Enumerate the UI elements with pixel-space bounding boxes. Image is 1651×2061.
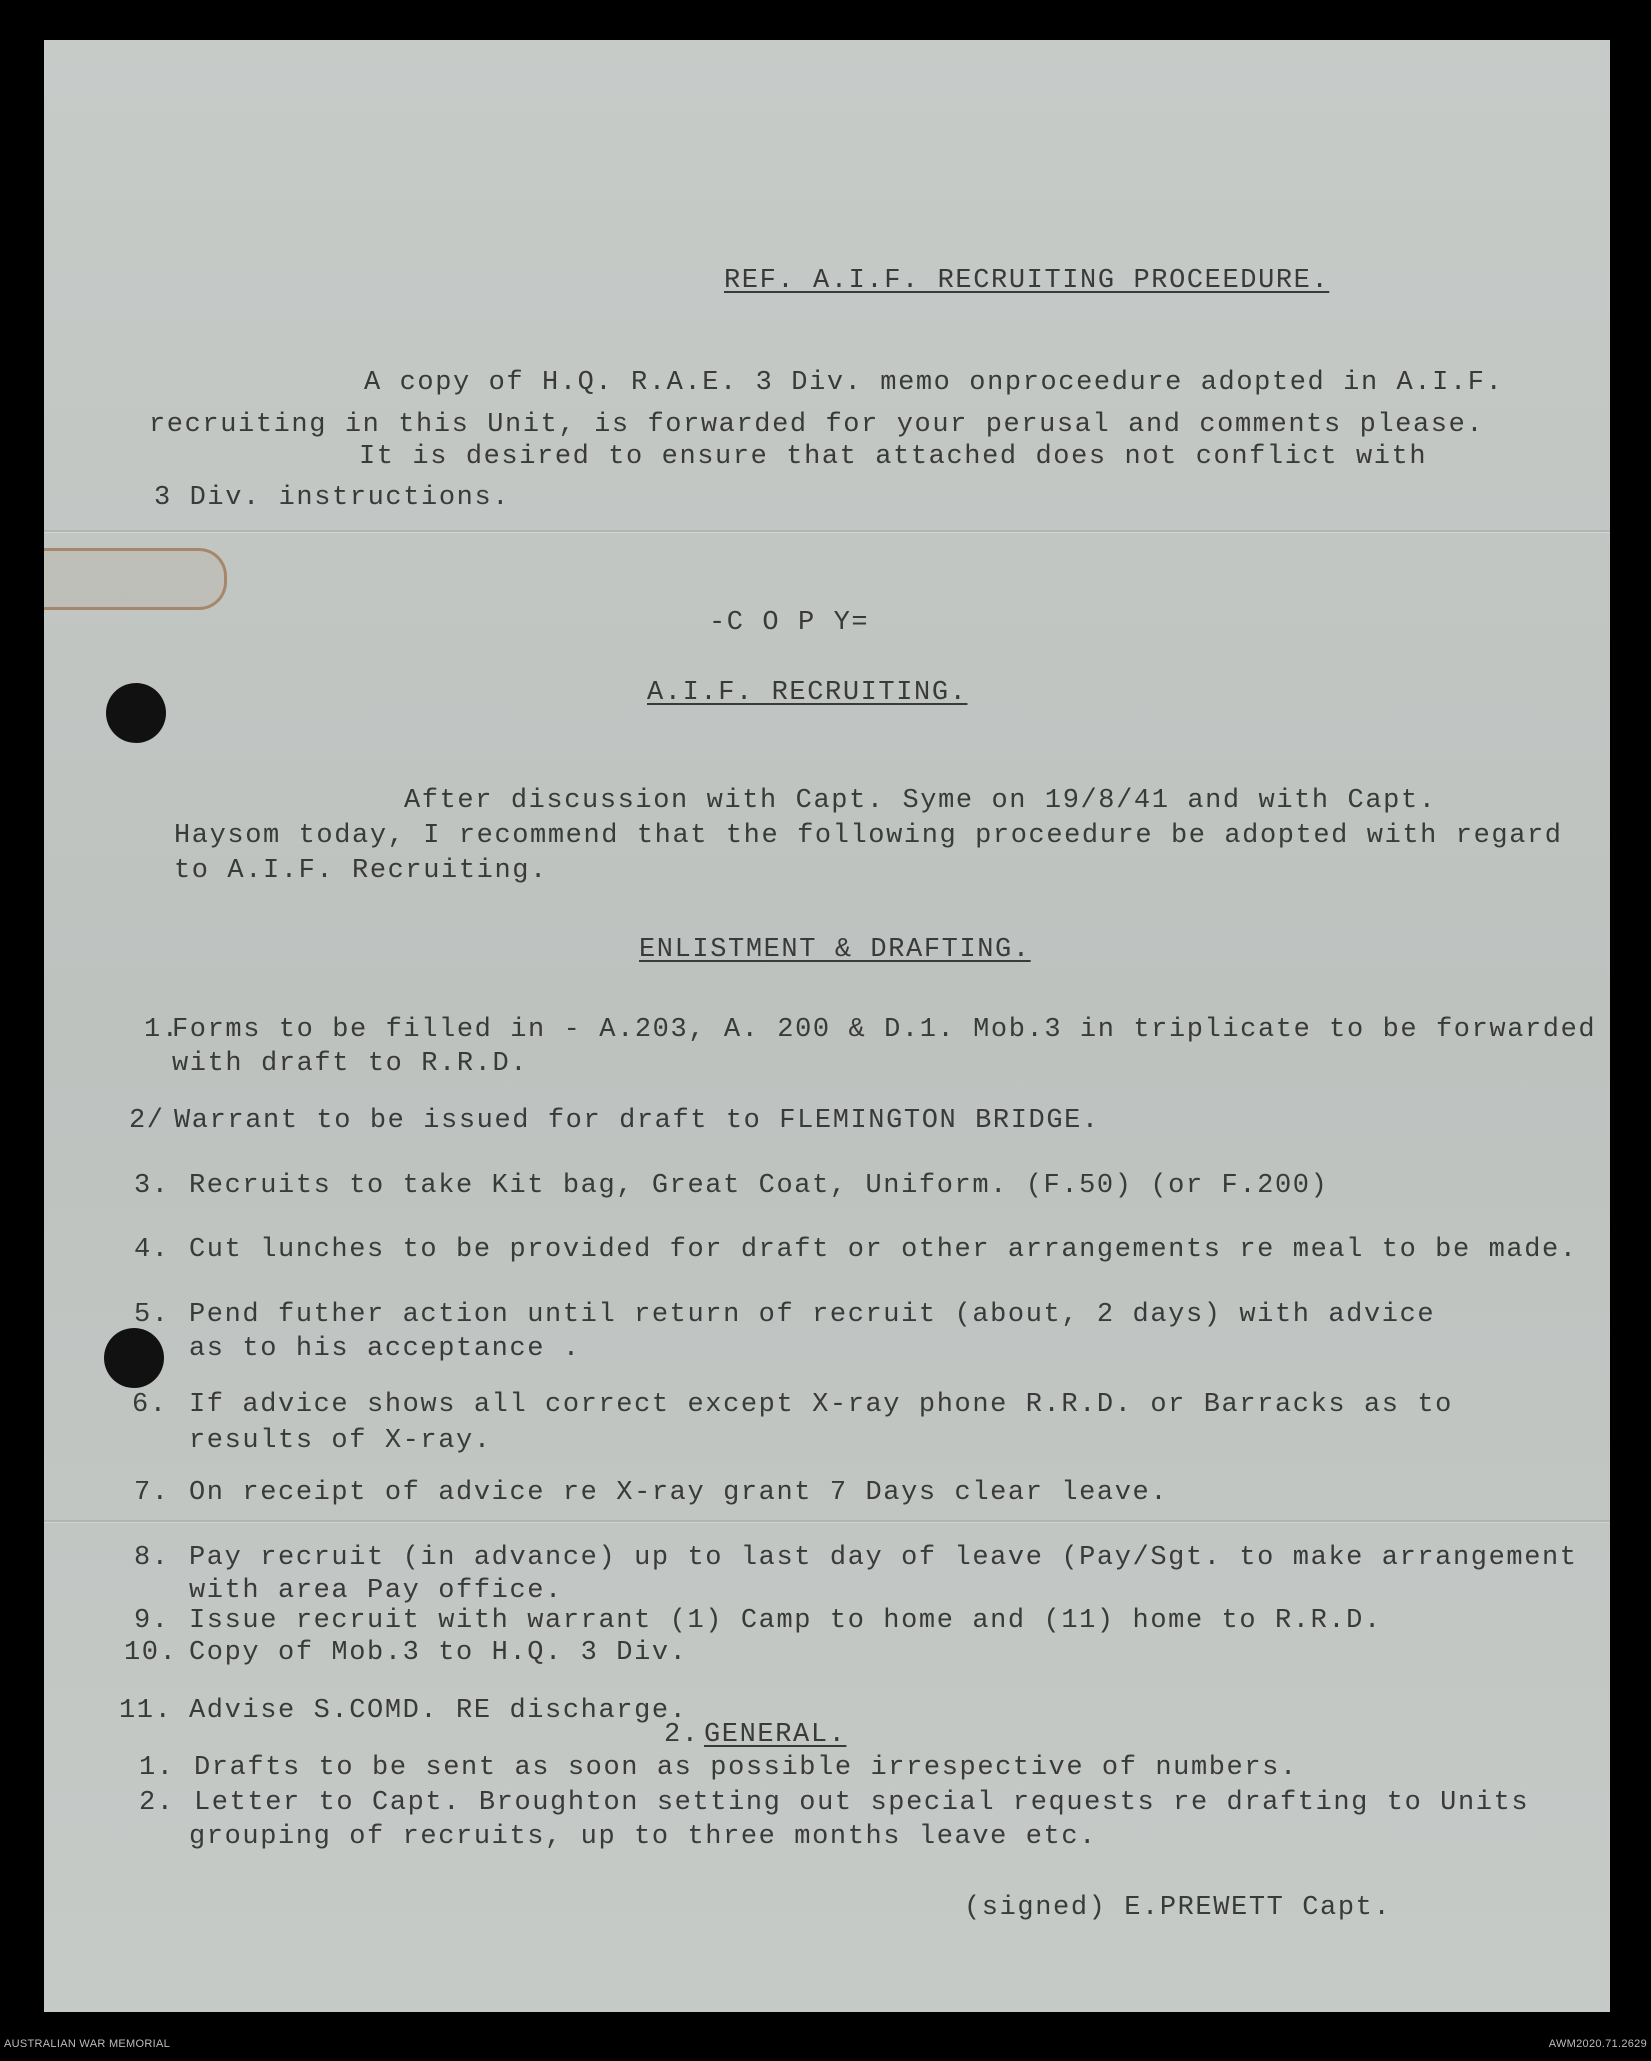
document-page (44, 40, 1610, 2012)
item-number: 10. (124, 1638, 178, 1668)
item-text: Warrant to be issued for draft to FLEMINGTON BRIDGE. (174, 1106, 1100, 1136)
general-text: Drafts to be sent as soon as possible irrespective of numbers. (194, 1753, 1298, 1783)
general-text: grouping of recruits, up to three months leave etc. (189, 1822, 1097, 1852)
item-number: 1. (144, 1015, 180, 1045)
item-number: 9. (134, 1606, 170, 1636)
item-text: Pend futher action until return of recruit (about, 2 days) with advice (189, 1300, 1436, 1330)
fold-line (44, 530, 1610, 532)
item-number: 5. (134, 1300, 170, 1330)
item-text: with area Pay office. (189, 1576, 563, 1606)
item-text: Copy of Mob.3 to H.Q. 3 Div. (189, 1638, 688, 1668)
section-number: 2. (664, 1720, 700, 1750)
item-text: results of X-ray. (189, 1426, 492, 1456)
item-number: 7. (134, 1478, 170, 1508)
header-line: It is desired to ensure that attached does not conflict with (359, 442, 1428, 472)
item-number: 11. (119, 1696, 173, 1726)
item-text: Issue recruit with warrant (1) Camp to home and (11) home to R.R.D. (189, 1606, 1382, 1636)
header-line: 3 Div. instructions. (154, 483, 511, 513)
copy-mark: -C O P Y= (709, 608, 870, 638)
footer-credit: AUSTRALIAN WAR MEMORIAL (4, 2038, 171, 2050)
item-text: If advice shows all correct except X-ray phone R.R.D. or Barracks as to (189, 1390, 1453, 1420)
punch-hole (104, 1328, 164, 1388)
item-number: 3. (134, 1171, 170, 1201)
intro-line: After discussion with Capt. Syme on 19/8/41 and with Capt. (404, 786, 1437, 816)
section-title: GENERAL. (704, 1720, 847, 1750)
item-number: 4. (134, 1235, 170, 1265)
item-number: 8. (134, 1543, 170, 1573)
memo-title: A.I.F. RECRUITING. (647, 678, 968, 708)
header-line: recruiting in this Unit, is forwarded for your perusal and comments please. (149, 410, 1485, 440)
intro-line: Haysom today, I recommend that the following proceedure be adopted with regard (174, 821, 1563, 851)
item-text: Cut lunches to be provided for draft or other arrangements re meal to be made. (189, 1235, 1578, 1265)
item-text: as to his acceptance . (189, 1334, 581, 1364)
header-title: REF. A.I.F. RECRUITING PROCEEDURE. (724, 266, 1330, 296)
item-text: Recruits to take Kit bag, Great Coat, Uniform. (F.50) (or F.200) (189, 1171, 1329, 1201)
item-text: Advise S.COMD. RE discharge. (189, 1696, 688, 1726)
fold-line (44, 1520, 1610, 1522)
item-text: Pay recruit (in advance) up to last day of leave (Pay/Sgt. to make arrangement (189, 1543, 1578, 1573)
header-line: A copy of H.Q. R.A.E. 3 Div. memo onproceedure adopted in A.I.F. (364, 368, 1504, 398)
punch-hole (106, 683, 166, 743)
general-text: Letter to Capt. Broughton setting out special requests re drafting to Units (194, 1788, 1530, 1818)
rust-stain (44, 548, 227, 610)
section-title: ENLISTMENT & DRAFTING. (639, 935, 1031, 965)
footer-accession: AWM2020.71.2629 (1548, 2038, 1647, 2050)
general-number: 2. (139, 1788, 175, 1818)
signature: (signed) E.PREWETT Capt. (964, 1893, 1392, 1923)
item-number: 6. (132, 1390, 168, 1420)
item-text: Forms to be filled in - A.203, A. 200 & D.1. Mob.3 in triplicate to be forwarded (172, 1015, 1597, 1045)
item-text: with draft to R.R.D. (172, 1049, 529, 1079)
item-text: On receipt of advice re X-ray grant 7 Days clear leave. (189, 1478, 1169, 1508)
general-number: 1. (139, 1753, 175, 1783)
intro-line: to A.I.F. Recruiting. (174, 856, 548, 886)
item-number: 2/ (129, 1106, 165, 1136)
